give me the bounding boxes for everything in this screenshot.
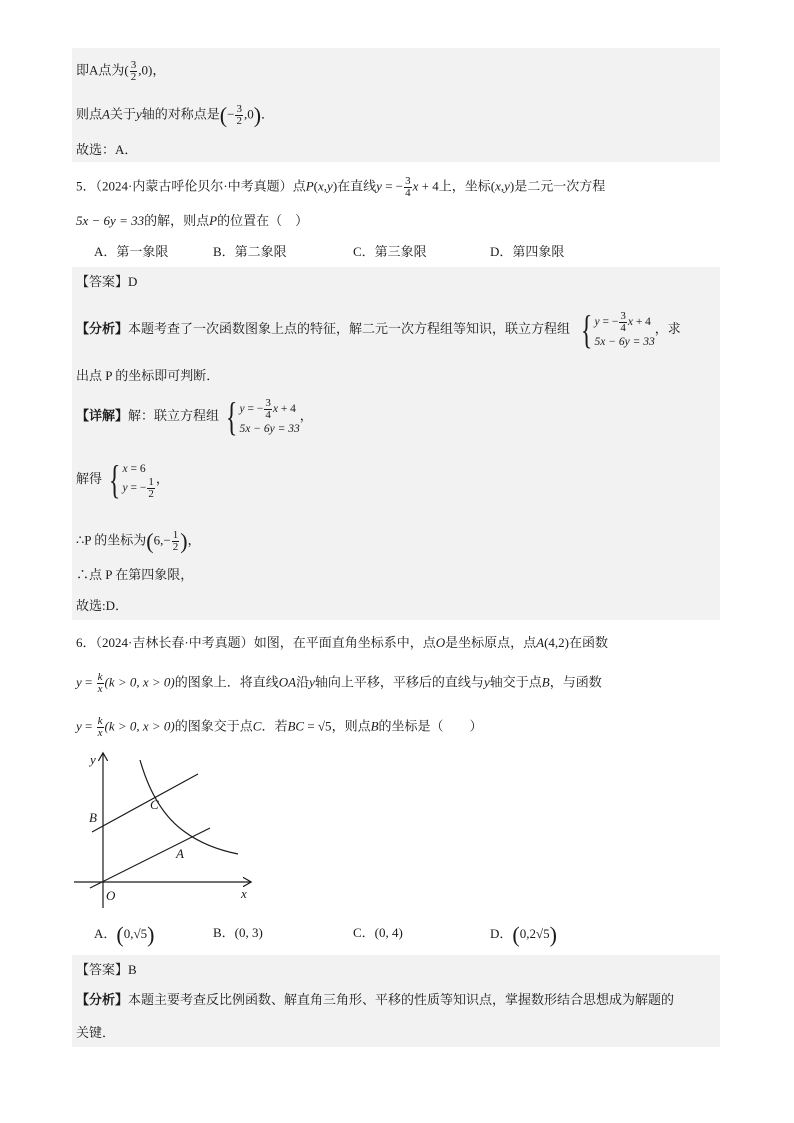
- label: 【分析】: [76, 992, 129, 1007]
- q6-option-b: [213, 924, 263, 942]
- text: ∴P 的坐标为: [76, 532, 147, 548]
- q6-stem-line-3: y = $\frac{k}{x}$ (k > 0, x > 0)的图象交于点C．若BC = √5，则点B的坐标是（ ）: [76, 715, 483, 739]
- label-x: x: [241, 886, 247, 901]
- prev-line-1: 即A点为( $\frac{3}{2}$ ,0)，: [76, 59, 166, 83]
- text: 的解，则点: [144, 213, 210, 228]
- text: 本题考查了一次函数图象上点的特征，解二元一次方程组等知识，联立方程组: [128, 320, 571, 336]
- q6-stem-line-2: y = $\frac{k}{x}$ (k > 0, x > 0)的图象上．将直线OA沿y轴向上平移，平移后的直线与y轴交于点B，与函数: [76, 671, 602, 695]
- fraction: $\frac{3}{2}$: [130, 59, 137, 83]
- q6-option-a: A．(0,√5): [94, 922, 155, 947]
- text: ．若: [261, 718, 288, 734]
- coordinate-figure: [70, 748, 260, 913]
- q6-stem-line-1: 6．（2024·吉林长春·中考真题）如图，在平面直角坐标系中，点O是坐标原点，点A(4,2)在函数: [76, 635, 608, 650]
- prev-line-3: 故选：A．: [76, 142, 138, 157]
- text: 的位置在（ ）: [217, 213, 309, 228]
- q6-option-c: [353, 924, 403, 942]
- q5-choose: 故选:D．: [76, 598, 129, 613]
- prev-line-2: 则点A关于y轴的对称点是(− $\frac{3}{2}$ ,0)．: [76, 102, 275, 128]
- q6-option-d: D．(0,2√5): [490, 922, 557, 947]
- label-a: A: [176, 846, 184, 861]
- text: 点: [292, 178, 306, 194]
- question-number: 6．: [76, 635, 96, 650]
- label-o: O: [106, 888, 116, 903]
- text: 是坐标原点，点: [445, 635, 537, 650]
- text: 本题主要考查反比例函数、解直角三角形、平移的性质等知识点，掌握数形结合思想成为解题的: [128, 992, 675, 1007]
- question-source: （2024·吉林长春·中考真题）: [95, 635, 254, 650]
- label: 【详解】: [76, 407, 129, 423]
- text: 在函数: [568, 635, 608, 650]
- text: 则点: [76, 106, 103, 122]
- q5-quadrant: ∴点 P 在第四象限，: [76, 567, 194, 582]
- text: 解得: [76, 470, 103, 486]
- text: 沿: [296, 674, 310, 690]
- q5-option-a: A．第一象限: [94, 244, 169, 259]
- q5-analysis: [76, 307, 681, 352]
- label-c: C: [150, 797, 159, 812]
- q5-analysis-line-2: 出点 P 的坐标即可判断．: [76, 368, 220, 383]
- text: 的图象交于点: [174, 718, 253, 734]
- q5-stem-line-2: 5x − 6y = 33的解，则点P的位置在（ ）: [76, 213, 309, 228]
- condition: (k > 0, x > 0): [104, 718, 175, 734]
- text: 即A点为: [76, 62, 125, 78]
- text: 如图，在平面直角坐标系中，点: [253, 635, 436, 650]
- option-letter: B．: [213, 925, 235, 940]
- text: 是二元一次方程: [514, 178, 606, 194]
- text: 的图象上．将直线: [174, 674, 279, 690]
- option-value: (0, 3): [234, 925, 263, 940]
- text: 解：联立方程组: [128, 407, 220, 423]
- label-y: y: [90, 752, 96, 767]
- text: 的坐标是（ ）: [378, 718, 483, 734]
- text: ，则点: [331, 718, 371, 734]
- text: 轴的对称点是: [141, 106, 220, 122]
- text: 上，坐标: [438, 178, 491, 194]
- text: 关于: [109, 106, 136, 122]
- text: ，与函数: [549, 674, 602, 690]
- condition: (k > 0, x > 0): [104, 674, 175, 690]
- q5-stem-line-1: 5．（2024·内蒙古呼伦贝尔·中考真题）点P(x,y)在直线y = − $\frac{3}{4}$ x + 4上，坐标(x,y)是二元一次方程: [76, 175, 606, 199]
- q5-solve: 解得 { x = 6 y = − $\frac{1}{2}$ ，: [76, 457, 169, 502]
- equation-system: { y = − $\frac{3}{4}$ x + 4 5x − 6y = 33: [226, 394, 300, 439]
- text: 轴交于点: [489, 674, 542, 690]
- text: 轴向上平移，平移后的直线与: [314, 674, 484, 690]
- q5-detail: 【详解】解：联立方程组 { y = − $\frac{3}{4}$ x + 4 5x − 6y = 33 ，: [76, 394, 313, 439]
- line-bc: [92, 774, 198, 832]
- solution-system: { x = 6 y = − $\frac{1}{2}$: [109, 457, 154, 502]
- fraction: $\frac{3}{2}$: [236, 103, 242, 127]
- q6-answer: 【答案】B: [76, 962, 137, 977]
- q5-answer: 【答案】D: [76, 274, 138, 289]
- label-b: B: [89, 810, 97, 825]
- equation-system: { y = − $\frac{3}{4}$ x + 4 5x − 6y = 33: [581, 307, 655, 352]
- question-number: 5．: [76, 178, 96, 194]
- question-source: （2024·内蒙古呼伦贝尔·中考真题）: [95, 178, 293, 194]
- option-letter: D．: [490, 925, 513, 941]
- q6-analysis-line-2: 关键．: [76, 1025, 116, 1040]
- fraction: $\frac{3}{4}$: [405, 175, 411, 199]
- q5-option-b: B．第二象限: [213, 244, 287, 259]
- option-value: (0, 4): [374, 925, 403, 940]
- q5-option-d: D．第四象限: [490, 244, 565, 259]
- q5-option-c: C．第三象限: [353, 244, 427, 259]
- label: 【分析】: [76, 320, 129, 336]
- q5-coordinate: ∴P 的坐标为(6,− $\frac{1}{2}$ )，: [76, 528, 201, 554]
- text: 在直线: [337, 178, 377, 194]
- text: ，求: [654, 320, 681, 336]
- option-letter: C．: [353, 925, 375, 940]
- q6-analysis: [76, 991, 674, 1009]
- equation: 5x − 6y = 33: [76, 213, 145, 228]
- option-letter: A．: [94, 925, 117, 941]
